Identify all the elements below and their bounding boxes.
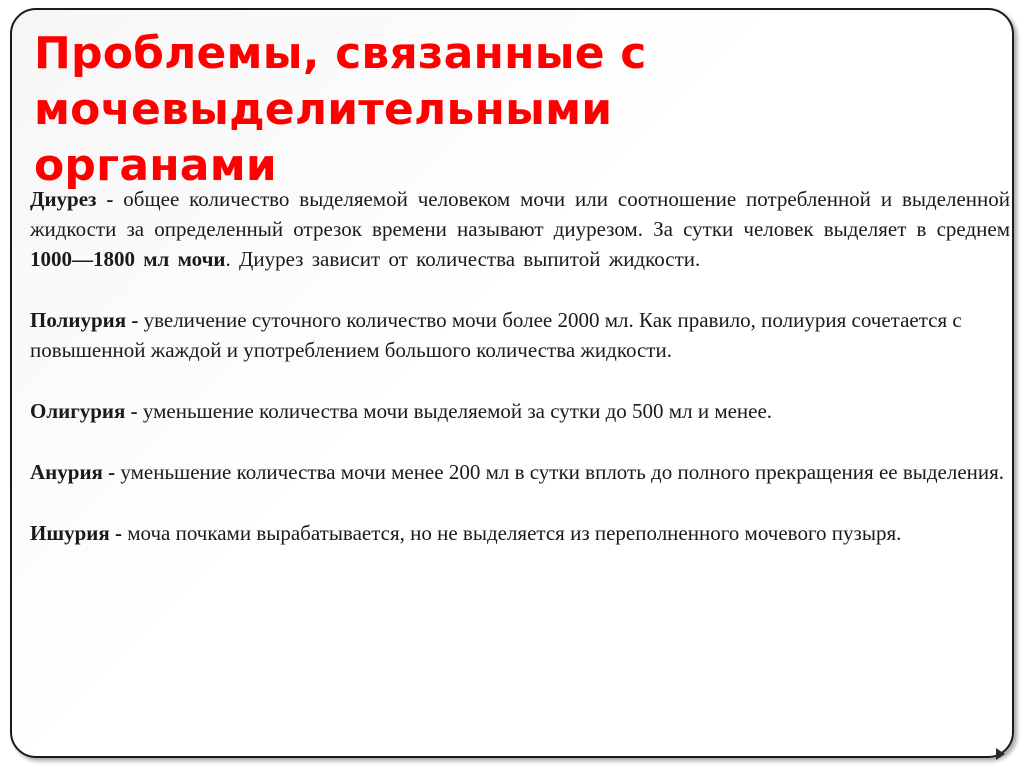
paragraph-ischuria: [30, 518, 1010, 548]
definition-polyuria: увеличение суточного количество мочи более 2000 мл. Как правило, полиурия сочетается с повышенной жаждой и употреблением большого количества жидкости.: [30, 308, 962, 362]
definition-ischuria: моча почками вырабатывается, но не выделяется из переполненного мочевого пузыря.: [121, 521, 902, 545]
definition-diuresis-part2: . Диурез зависит от количества выпитой жидкости.: [225, 247, 701, 271]
definition-oliguria: уменьшение количества мочи выделяемой за сутки до 500 мл и менее.: [137, 399, 773, 423]
term-dash: -: [96, 187, 114, 211]
paragraph-anuria: [30, 457, 1010, 487]
term-dash: -: [126, 308, 139, 332]
term-polyuria: Полиурия: [30, 308, 127, 332]
definition-anuria: уменьшение количества мочи менее 200 мл в сутки вплоть до полного прекращения ее выделения.: [115, 460, 1005, 484]
term-diuresis: Диурез: [30, 187, 97, 211]
next-slide-arrow-icon[interactable]: [996, 748, 1005, 760]
term-oliguria: Олигурия: [30, 399, 126, 423]
paragraph-oliguria: [30, 396, 1010, 426]
term-dash: -: [102, 460, 116, 484]
term-ischuria: Ишурия: [30, 521, 110, 545]
slide-body: [30, 184, 1010, 548]
paragraph-polyuria: [30, 305, 1010, 365]
paragraph-diuresis: [30, 184, 1010, 274]
term-dash: -: [125, 399, 138, 423]
term-dash: -: [109, 521, 122, 545]
urine-volume-highlight: 1000—1800 мл мочи: [30, 247, 226, 271]
slide-title: Проблемы, связанные с мочевыделительными органами: [34, 28, 647, 191]
term-anuria: Анурия: [30, 460, 103, 484]
definition-diuresis-part1: общее количество выделяемой человеком мочи или соотношение потребленной и выделенной жидкости за определенный отрезок времени называют диурезом. За сутки человек выделяет в среднем: [30, 187, 1010, 241]
